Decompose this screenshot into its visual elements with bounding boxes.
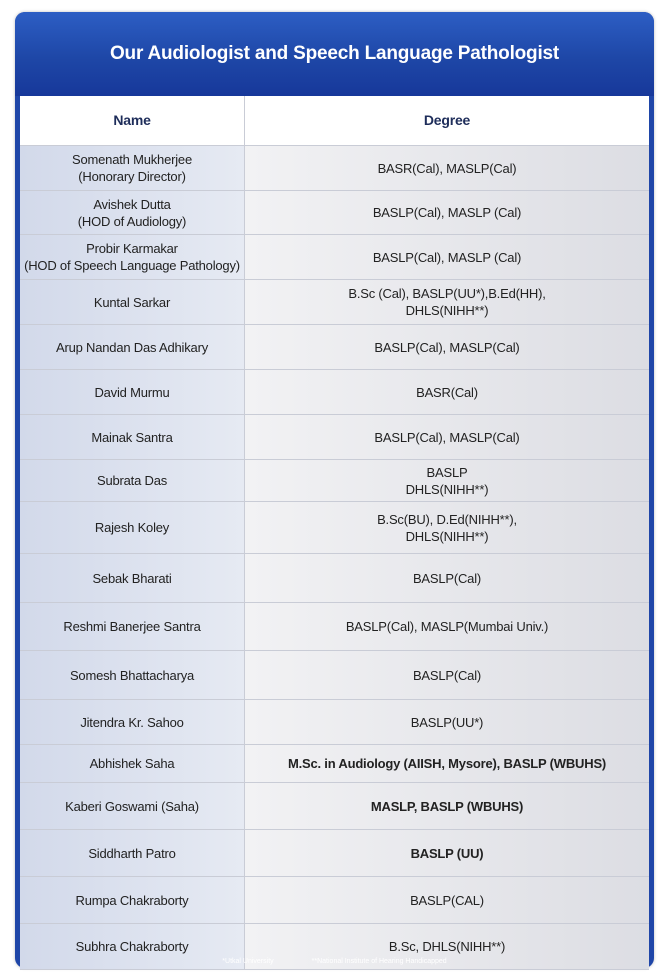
table-row <box>20 783 649 830</box>
table-row <box>20 603 649 651</box>
table-row <box>20 502 649 554</box>
column-header-degree: Degree <box>245 96 649 145</box>
table-row <box>20 191 649 235</box>
staff-name-cell: Subrata Das <box>20 460 245 501</box>
staff-name-cell: Sebak Bharati <box>20 554 245 602</box>
staff-name-cell: Somenath Mukherjee (Honorary Director) <box>20 146 245 190</box>
staff-degree-cell: M.Sc. in Audiology (AIISH, Mysore), BASLP (WBUHS) <box>245 745 649 782</box>
staff-name-cell: Rajesh Koley <box>20 502 245 553</box>
table-row <box>20 146 649 191</box>
staff-name-cell: Arup Nandan Das Adhikary <box>20 325 245 369</box>
table-body <box>20 146 649 970</box>
table-row <box>20 280 649 325</box>
footnote-utkal: *Utkal University <box>222 958 274 965</box>
staff-degree-cell: BASLP DHLS(NIHH**) <box>245 460 649 501</box>
table-row <box>20 745 649 783</box>
staff-name-cell: Kuntal Sarkar <box>20 280 245 324</box>
staff-degree-cell: BASLP(Cal), MASLP (Cal) <box>245 191 649 234</box>
column-header-name: Name <box>20 96 245 145</box>
staff-degree-cell: BASLP(Cal), MASLP(Cal) <box>245 325 649 369</box>
staff-table-panel <box>15 12 654 968</box>
staff-name-cell: David Murmu <box>20 370 245 414</box>
staff-degree-cell: BASLP(Cal) <box>245 554 649 602</box>
staff-degree-cell: BASLP(UU*) <box>245 700 649 744</box>
staff-degree-cell: BASLP(Cal) <box>245 651 649 699</box>
staff-degree-cell: B.Sc(BU), D.Ed(NIHH**), DHLS(NIHH**) <box>245 502 649 553</box>
table-row <box>20 370 649 415</box>
staff-name-cell: Reshmi Banerjee Santra <box>20 603 245 650</box>
staff-degree-cell: B.Sc, DHLS(NIHH**) <box>245 924 649 969</box>
staff-degree-cell: B.Sc (Cal), BASLP(UU*),B.Ed(HH), DHLS(NIHH**) <box>245 280 649 324</box>
staff-name-cell: Jitendra Kr. Sahoo <box>20 700 245 744</box>
table-row <box>20 415 649 460</box>
table-row <box>20 651 649 700</box>
staff-name-cell: Siddharth Patro <box>20 830 245 876</box>
staff-degree-cell: BASR(Cal) <box>245 370 649 414</box>
staff-degree-cell: BASLP(Cal), MASLP (Cal) <box>245 235 649 279</box>
staff-name-cell: Subhra Chakraborty <box>20 924 245 969</box>
footnotes <box>15 955 654 968</box>
panel-title: Our Audiologist and Speech Language Pathologist <box>109 43 560 64</box>
staff-degree-cell: BASLP (UU) <box>245 830 649 876</box>
staff-degree-cell: BASLP(Cal), MASLP(Cal) <box>245 415 649 459</box>
staff-name-cell: Kaberi Goswami (Saha) <box>20 783 245 829</box>
staff-name-cell: Probir Karmakar (HOD of Speech Language Pathology) <box>20 235 245 279</box>
table-header-row <box>20 96 649 146</box>
table-row <box>20 460 649 502</box>
staff-name-cell: Abhishek Saha <box>20 745 245 782</box>
staff-degree-cell: BASLP(Cal), MASLP(Mumbai Univ.) <box>245 603 649 650</box>
staff-degree-cell: BASLP(CAL) <box>245 877 649 923</box>
table-row <box>20 235 649 280</box>
footnote-nihh: **National Institute of Hearing Handicapped <box>311 958 447 965</box>
panel-header <box>15 12 654 96</box>
table-row <box>20 554 649 603</box>
staff-name-cell: Avishek Dutta (HOD of Audiology) <box>20 191 245 234</box>
table-row <box>20 325 649 370</box>
table-row <box>20 830 649 877</box>
staff-degree-cell: MASLP, BASLP (WBUHS) <box>245 783 649 829</box>
table-row <box>20 700 649 745</box>
staff-table <box>20 96 649 970</box>
table-row <box>20 877 649 924</box>
staff-name-cell: Rumpa Chakraborty <box>20 877 245 923</box>
staff-name-cell: Somesh Bhattacharya <box>20 651 245 699</box>
staff-degree-cell: BASR(Cal), MASLP(Cal) <box>245 146 649 190</box>
staff-name-cell: Mainak Santra <box>20 415 245 459</box>
